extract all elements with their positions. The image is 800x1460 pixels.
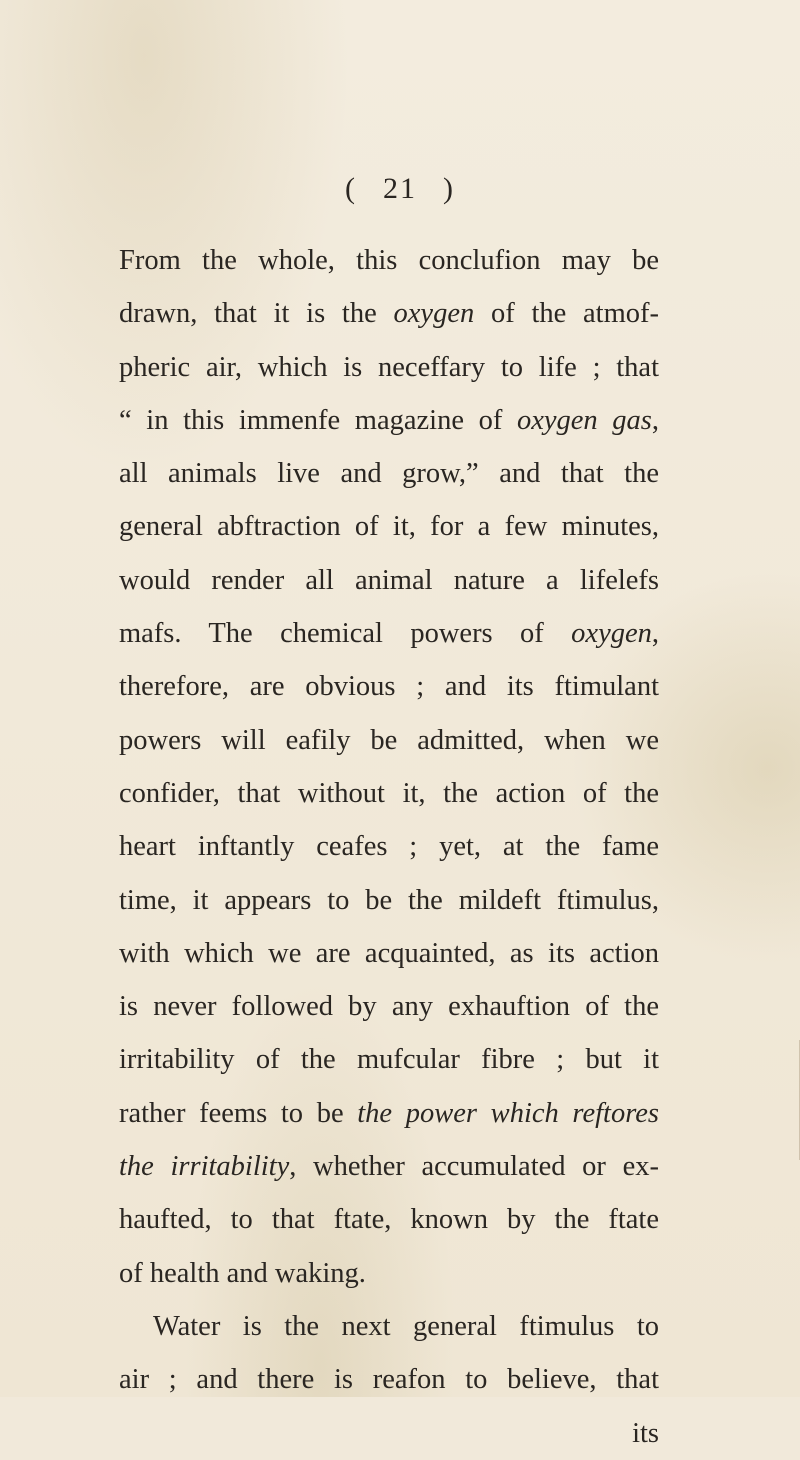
- text-line: [119, 607, 659, 660]
- text-segment: confider, that without it, the action of the: [119, 777, 659, 809]
- page-number: ( 21 ): [345, 172, 455, 205]
- text-segment: drawn, that it is the: [119, 298, 394, 330]
- text-line: [119, 927, 659, 980]
- italic-text-segment: oxygen: [571, 618, 652, 650]
- text-line: [119, 234, 659, 287]
- text-segment: all animals live and grow,” and that the: [119, 458, 659, 490]
- text-segment: of the atmof-: [474, 298, 660, 330]
- text-line: [119, 1353, 659, 1406]
- text-segment: irritability of the mufcular fibre ; but it: [119, 1044, 659, 1076]
- text-segment: time, it appears to be the mildeft ftimulus,: [119, 884, 659, 916]
- text-segment: “ in this immenfe magazine of: [119, 404, 517, 436]
- text-segment: ,: [651, 618, 659, 650]
- text-segment: would render all animal nature a lifelefs: [119, 564, 659, 596]
- text-line: [119, 874, 659, 927]
- text-segment: pheric air, which is neceffary to life ; that: [119, 351, 659, 383]
- italic-text-segment: the power which reftores: [357, 1097, 659, 1129]
- text-segment: air ; and there is reafon to believe, that: [119, 1364, 659, 1396]
- text-line: [119, 820, 659, 873]
- text-segment: is never followed by any exhauftion of the: [119, 991, 659, 1023]
- text-line: [119, 1247, 659, 1300]
- text-line: [119, 767, 659, 820]
- text-line: [119, 980, 659, 1033]
- body-text: [119, 234, 659, 1460]
- italic-text-segment: oxygen gas: [516, 404, 652, 436]
- text-line: [119, 287, 659, 340]
- text-segment: Water is the next general ftimulus to: [153, 1310, 659, 1342]
- text-line: [119, 1087, 659, 1140]
- text-segment: From the whole, this conclufion may be: [119, 245, 659, 276]
- text-segment: ,: [651, 404, 659, 436]
- text-segment: mafs. The chemical powers of: [119, 618, 572, 650]
- text-line: [119, 341, 659, 394]
- text-line: [119, 447, 659, 500]
- text-line: [119, 554, 659, 607]
- text-line: [119, 394, 659, 447]
- text-line: [119, 1140, 659, 1193]
- italic-text-segment: oxygen: [393, 298, 475, 330]
- text-segment: with which we are acquainted, as its action: [119, 937, 659, 969]
- text-segment: heart inftantly ceafes ; yet, at the fame: [119, 831, 659, 863]
- text-segment: of health and waking.: [119, 1257, 366, 1289]
- text-line: [119, 660, 659, 713]
- text-segment: , whether accumulated or ex-: [289, 1151, 659, 1183]
- catchword: its: [632, 1417, 659, 1449]
- text-segment: therefore, are obvious ; and its ftimulant: [119, 671, 659, 703]
- text-segment: rather feems to be: [119, 1097, 358, 1129]
- text-line: [119, 1033, 659, 1086]
- text-segment: haufted, to that ftate, known by the ftate: [119, 1204, 659, 1236]
- text-line: [119, 1300, 659, 1353]
- page-number-value: 21: [383, 172, 417, 205]
- italic-text-segment: the irritability: [119, 1151, 290, 1183]
- text-line: [119, 1193, 659, 1246]
- text-segment: powers will eafily be admitted, when we: [119, 724, 659, 756]
- text-segment: general abftraction of it, for a few minutes,: [119, 511, 659, 543]
- text-line: [119, 500, 659, 553]
- text-line: [119, 714, 659, 767]
